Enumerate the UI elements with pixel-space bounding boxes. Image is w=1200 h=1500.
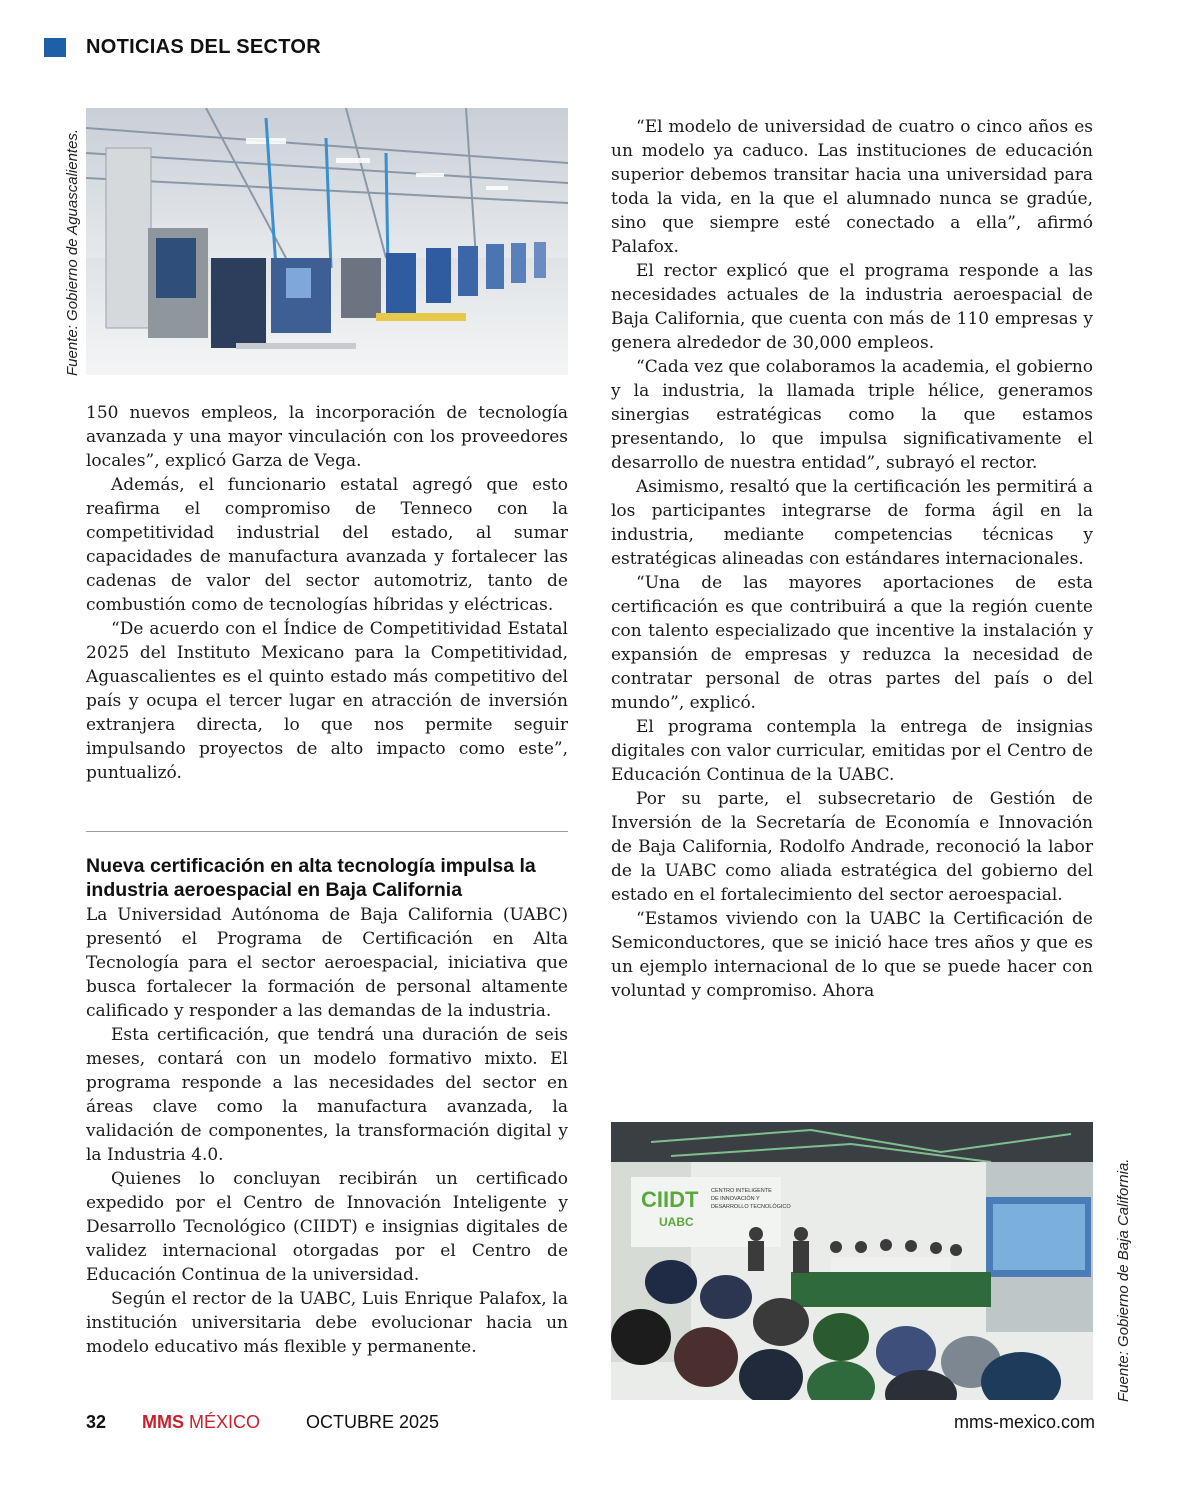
section-marker [44, 38, 66, 57]
article2-body-right [611, 115, 1093, 1003]
magazine-name-bold: MMS [142, 1412, 184, 1432]
sign-line: CENTRO INTELIGENTE [711, 1188, 772, 1194]
magazine-name [142, 1412, 260, 1433]
paragraph: Por su parte, el subsecretario de Gestión de Inversión de la Secretaría de Economía e Innovación de Baja California, Rodolfo Andrade, reconoció la labor de la UABC como aliada estratégica del gobierno del estado en el fortalecimiento del sector aeroespacial. [611, 789, 1093, 905]
sign-sub: UABC [659, 1215, 694, 1229]
website-link[interactable]: mms-mexico.com [953, 1412, 1095, 1432]
paragraph: El programa contempla la entrega de insignias digitales con valor curricular, emitidas por el Centro de Educación Continua de la UABC. [611, 717, 1093, 785]
issue-date: OCTUBRE 2025 [306, 1412, 440, 1432]
paragraph: “Una de las mayores aportaciones de esta certificación es que contribuirá a que la región cuente con talento especializado que incentive la instalación y expansión de empresas y reduzca la necesidad de contratar personal de otras partes del país o del mundo”, explicó. [611, 573, 1093, 713]
factory-photo-credit: Fuente: Gobierno de Aguascalientes. [64, 128, 81, 376]
paragraph: “Estamos viviendo con la UABC la Certificación de Semiconductores, que se inició hace tres años y que es un ejemplo internacional de lo que se puede hacer con voluntad y compromiso. Ahora [611, 909, 1093, 1001]
section-title: NOTICIAS DEL SECTOR [86, 36, 321, 58]
sign-line: DESARROLLO TECNOLÓGICO [711, 1204, 791, 1210]
article1-body [86, 401, 568, 785]
paragraph: “El modelo de universidad de cuatro o cinco años es un modelo ya caduco. Las instituciones de educación superior debemos transitar hacia una universidad para toda la vida, en la que el alumnado nunca se gradúe, sino que siempre esté conectado a ella”, afirmó Palafox. [611, 117, 1093, 257]
article-divider [86, 831, 568, 832]
paragraph: El rector explicó que el programa responde a las necesidades actuales de la industria aeroespacial de Baja California, que cuenta con más de 110 empresas y genera alrededor de 30,000 empleos. [611, 261, 1093, 353]
event-illustration [611, 1122, 1093, 1400]
paragraph: La Universidad Autónoma de Baja California (UABC) presentó el Programa de Certificación en Alta Tecnología para el sector aeroespacial, iniciativa que busca fortalecer la formación de personal altamente calificado y responder a las demandas de la industria. [86, 905, 568, 1021]
paragraph: Esta certificación, que tendrá una duración de seis meses, contará con un modelo formativo mixto. El programa responde a las necesidades del sector en áreas clave como la manufactura avanzada, la validación de componentes, la transformación digital y la Industria 4.0. [86, 1025, 568, 1165]
article2-headline: Nueva certificación en alta tecnología impulsa la industria aeroespacial en Baja California [86, 855, 536, 901]
article2-body-left [86, 903, 568, 1359]
paragraph: Asimismo, resaltó que la certificación les permitirá a los participantes integrarse de forma ágil en la industria, mediante competencias técnicas y estratégicas alineadas con estándares internacionales. [611, 477, 1093, 569]
paragraph: 150 nuevos empleos, la incorporación de tecnología avanzada y una mayor vinculación con los proveedores locales”, explicó Garza de Vega. [86, 403, 568, 471]
sign-logo: CIIDT [641, 1187, 699, 1212]
sign-line: DE INNOVACIÓN Y [711, 1196, 760, 1202]
event-photo [611, 1122, 1093, 1400]
paragraph: “De acuerdo con el Índice de Competitividad Estatal 2025 del Instituto Mexicano para la Competitividad, Aguascalientes es el quinto estado más competitivo del país y ocupa el tercer lugar en atracción de inversión extranjera directa, lo que nos permite seguir impulsando proyectos de alto impacto como este”, puntualizó. [86, 619, 568, 783]
paragraph: “Cada vez que colaboramos la academia, el gobierno y la industria, la llamada triple hélice, generamos sinergias estratégicas como la que estamos presentando, lo que impulsa significativamente el desarrollo de nuestra entidad”, subrayó el rector. [611, 357, 1093, 473]
factory-illustration [86, 108, 568, 375]
magazine-name-rest: MÉXICO [189, 1412, 261, 1432]
paragraph: Quienes lo concluyan recibirán un certificado expedido por el Centro de Innovación Inteligente y Desarrollo Tecnológico (CIIDT) e insignias digitales de validez internacional otorgadas por el Centro de Educación Continua de la universidad. [86, 1169, 568, 1285]
factory-photo [86, 108, 568, 375]
paragraph: Además, el funcionario estatal agregó que esto reafirma el compromiso de Tenneco con la competitividad industrial del estado, al sumar capacidades de manufactura avanzada y fortalecer las cadenas de valor del sector automotriz, tanto de combustión como de tecnologías híbridas y eléctricas. [86, 475, 568, 615]
paragraph: Según el rector de la UABC, Luis Enrique Palafox, la institución universitaria debe evolucionar hacia un modelo educativo más flexible y permanente. [86, 1289, 568, 1357]
event-photo-credit: Fuente: Gobierno de Baja California. [1115, 1158, 1132, 1402]
page-number: 32 [86, 1412, 107, 1432]
